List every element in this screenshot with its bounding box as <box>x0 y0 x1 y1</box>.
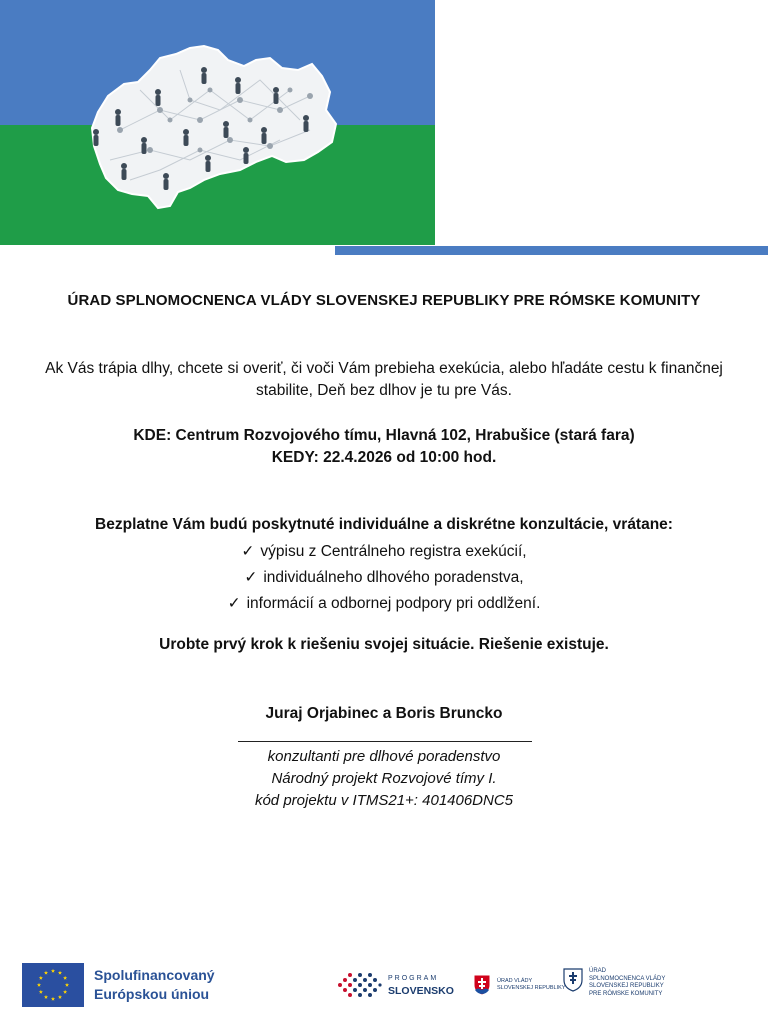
list-item <box>0 539 768 565</box>
call-to-action: Urobte prvý krok k riešeniu svojej situácie. Riešenie existuje. <box>159 636 609 653</box>
government-office-line: ÚRAD VLÁDY <box>497 978 533 984</box>
program-name: SLOVENSKO <box>388 985 454 997</box>
intro-line: stabilite, Deň bez dlhov je tu pre Vás. <box>256 382 512 399</box>
checkmark-icon: ✓ <box>241 543 255 560</box>
plenipotentiary-office-logo <box>563 968 665 998</box>
intro-line: Ak Vás trápia dlhy, chcete si overiť, či voči Vám prebieha exekúcia, alebo hľadáte cestu k finančnej <box>45 360 723 377</box>
role-line: konzultanti pre dlhové poradenstvo <box>267 748 501 765</box>
consultant-role <box>0 746 768 812</box>
plenipotentiary-office-line: PRE RÓMSKE KOMUNITY <box>589 990 663 997</box>
government-office-logo <box>473 974 565 996</box>
eu-text-line: Európskou úniou <box>94 986 210 1002</box>
event-date: KEDY: 22.4.2026 od 10:00 hod. <box>271 449 497 466</box>
eu-flag-icon <box>22 963 84 1007</box>
plenipotentiary-office-line: SPLNOMOCNENCA VLÁDY <box>589 975 666 982</box>
program-slovensko-logo <box>336 970 454 1000</box>
program-text <box>388 973 454 997</box>
intro-paragraph <box>0 358 768 402</box>
plenipotentiary-office-line: SLOVENSKEJ REPUBLIKY <box>589 983 664 989</box>
consultation-heading: Bezplatne Vám budú poskytnuté individuálne a diskrétne konzultácie, vrátane: <box>95 516 673 533</box>
checkmark-icon: ✓ <box>227 595 241 612</box>
eu-text <box>94 966 215 1004</box>
eu-cofinanced-logo <box>22 963 215 1007</box>
role-line: Národný projekt Rozvojové tímy I. <box>271 770 497 787</box>
list-item <box>0 565 768 591</box>
consultation-list <box>0 539 768 617</box>
plenipotentiary-office-line: ÚRAD <box>589 968 607 974</box>
slovakia-map-network-icon <box>0 0 435 245</box>
list-item-text: výpisu z Centrálneho registra exekúcií, <box>260 543 527 560</box>
plenipotentiary-office-text <box>589 968 665 998</box>
checkmark-icon: ✓ <box>244 569 258 586</box>
program-dots-icon <box>336 970 382 1000</box>
program-label: PROGRAM <box>388 975 439 982</box>
role-line: kód projektu v ITMS21+: 401406DNC5 <box>254 792 514 809</box>
banner-blue-stripe <box>335 246 768 255</box>
event-location: KDE: Centrum Rozvojového tímu, Hlavná 102, Hrabušice (stará fara) <box>133 427 635 444</box>
list-item-text: informácií a odbornej podpory pri oddlžení. <box>246 595 541 612</box>
list-item-text: individuálneho dlhového poradenstva, <box>263 569 524 586</box>
header-banner <box>0 0 435 245</box>
government-office-text <box>497 978 565 992</box>
eu-text-line: Spolufinancovaný <box>94 967 215 983</box>
signature-line <box>238 741 532 742</box>
government-office-line: SLOVENSKEJ REPUBLIKY <box>497 985 566 991</box>
slovak-cross-outline-icon <box>563 968 583 992</box>
list-item <box>0 591 768 617</box>
slovak-coat-of-arms-icon <box>473 974 491 996</box>
consultant-names: Juraj Orjabinec a Boris Bruncko <box>265 705 503 722</box>
office-title: ÚRAD SPLNOMOCNENCA VLÁDY SLOVENSKEJ REPUBLIKY PRE RÓMSKE KOMUNITY <box>67 292 701 309</box>
